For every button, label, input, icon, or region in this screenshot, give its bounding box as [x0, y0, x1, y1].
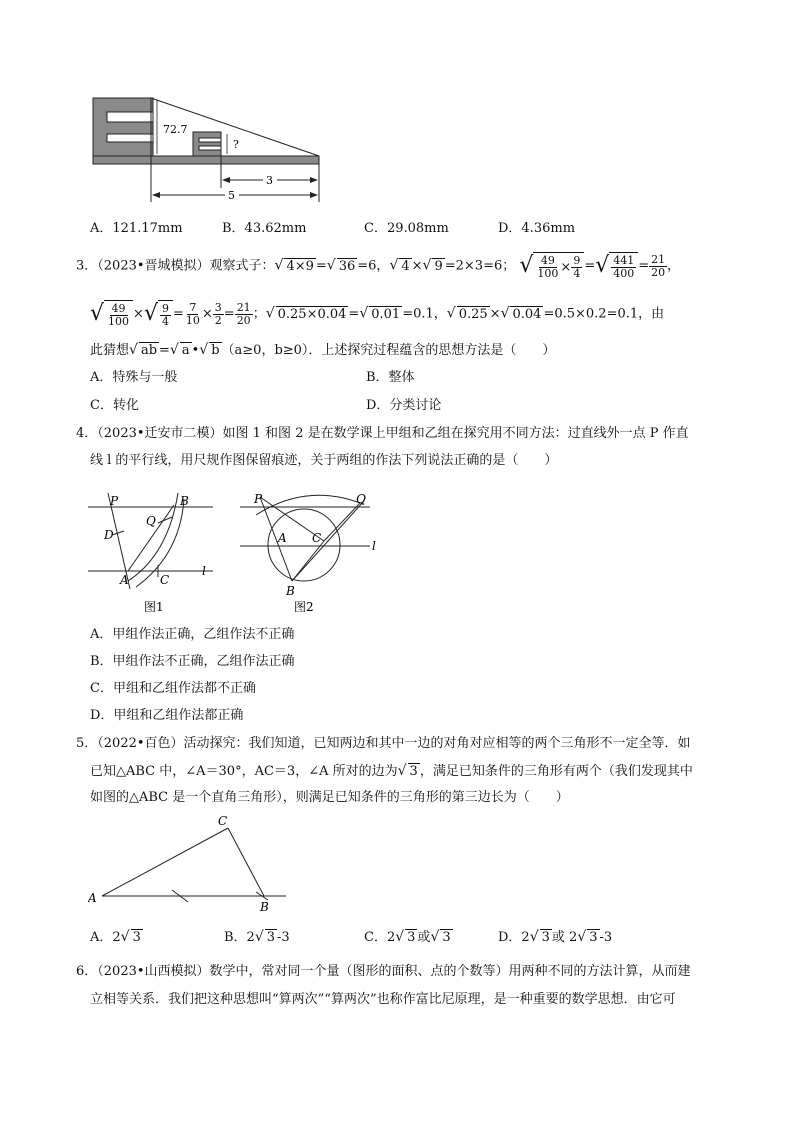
q5-triangle-figure: [88, 812, 293, 917]
label-height: 72.7: [163, 123, 188, 136]
fig2-label-a: A: [278, 531, 287, 545]
fig1-label-l: l: [202, 564, 206, 578]
q3-line-1: 3．（2023•晋城模拟）观察式子：√ 4×9 =√ 36 =6，√ 4 ×√ 9 =2×3=6； √ $\frac{49}{100}$ × $\frac{9}{4}$ = √ $\frac{441}{400}$ = $\frac{21}{20}$ ，: [76, 252, 681, 280]
fig1-label-b: B: [180, 494, 189, 508]
label-question: ?: [233, 138, 239, 151]
large-e-shape: [93, 98, 153, 156]
q4-option-a[interactable]: A．甲组作法正确，乙组作法不正确: [90, 627, 295, 642]
label-3: 3: [266, 174, 273, 187]
fig2-caption: 图2: [294, 600, 314, 614]
fig1-label-q: Q: [146, 514, 156, 528]
q2-option-d[interactable]: D．4.36mm: [498, 221, 576, 236]
fig2-label-q: Q: [356, 492, 366, 506]
small-e-shape: [193, 132, 221, 156]
fig2-label-b: B: [286, 584, 295, 598]
fig1-label-d: D: [104, 528, 114, 542]
letter-e-figure: [85, 90, 330, 210]
q6-line-1: 6．（2023•山西模拟）数学中，常对同一个量（图形的面积、点的个数等）用两种不同的方法计算，从而建: [76, 964, 691, 979]
q3-option-d[interactable]: D．分类讨论: [366, 398, 442, 413]
q4-option-d[interactable]: D．甲组和乙组作法都正确: [90, 708, 244, 723]
q5-label-a: A: [88, 891, 97, 905]
q2-option-a[interactable]: A．121.17mm: [90, 221, 183, 236]
q5-line-1: 5．（2022•百色）活动探究：我们知道，已知两边和其中一边的对角对应相等的两个三角形不一定全等．如: [76, 736, 691, 751]
q5-option-a[interactable]: A．2√ 3: [90, 929, 141, 945]
fig1-label-p: P: [110, 494, 119, 508]
q4-figure-1: [88, 485, 228, 620]
label-5: 5: [228, 189, 235, 202]
fig2-label-c: C: [312, 531, 322, 545]
q5-line-3: 如图的△ABC 是一个直角三角形），则满足已知条件的三角形的第三边长为（ ）: [90, 790, 569, 805]
q2-option-b[interactable]: B．43.62mm: [222, 221, 307, 236]
fig1-label-a: A: [120, 573, 129, 587]
fig1-label-c: C: [160, 573, 170, 587]
q3-line-2: √ $\frac{49}{100}$ × √ $\frac{9}{4}$ = $\frac{7}{10}$ × $\frac{3}{2}$ = $\frac{21}{20}$ ；√ 0.25×0.04 =√ 0.01 =0.1，√ 0.25 ×√ 0.04 =0.5×0.2=0.1，由: [90, 300, 665, 328]
q4-line-1: 4．（2023•迁安市二模）如图 1 和图 2 是在数学课上甲组和乙组在探究用不同方法：过直线外一点 P 作直: [76, 426, 689, 441]
q3-option-a[interactable]: A．特殊与一般: [90, 370, 178, 385]
q6-line-2: 立相等关系．我们把这种思想叫“算两次”“算两次”也称作富比尼原理，是一种重要的数学思想．由它可: [90, 992, 676, 1007]
q5-label-b: B: [260, 900, 269, 914]
q4-line-2: 线 l 的平行线，用尺规作图保留痕迹，关于两组的作法下列说法正确的是（ ）: [90, 453, 558, 468]
q5-line-2: 已知△ABC 中，∠A＝30°，AC＝3，∠A 所对的边为√ 3 ，满足已知条件的三角形有两个（我们发现其中: [90, 763, 693, 779]
fig2-label-p: P: [254, 492, 263, 506]
q3-option-b[interactable]: B．整体: [366, 370, 415, 385]
q5-option-c[interactable]: C．2√ 3 或√ 3: [364, 929, 451, 945]
q4-option-c[interactable]: C．甲组和乙组作法都不正确: [90, 681, 256, 696]
base-bar: [93, 156, 319, 164]
fig2-label-l: l: [372, 539, 376, 553]
q5-label-c: C: [218, 814, 228, 828]
q5-option-d[interactable]: D．2√ 3 或 2√ 3 -3: [498, 929, 613, 945]
q5-option-b[interactable]: B．2√ 3 -3: [224, 929, 290, 945]
q4-option-b[interactable]: B．甲组作法不正确，乙组作法正确: [90, 654, 295, 669]
q3-option-c[interactable]: C．转化: [90, 398, 139, 413]
q4-figure-2: [236, 485, 386, 620]
q2-option-c[interactable]: C．29.08mm: [364, 221, 449, 236]
fig1-caption: 图1: [144, 600, 164, 614]
q3-line-3: 此猜想√ ab =√ a •√ b （a≥0，b≥0）．上述探究过程蕴含的思想方法是（ ）: [90, 342, 556, 358]
